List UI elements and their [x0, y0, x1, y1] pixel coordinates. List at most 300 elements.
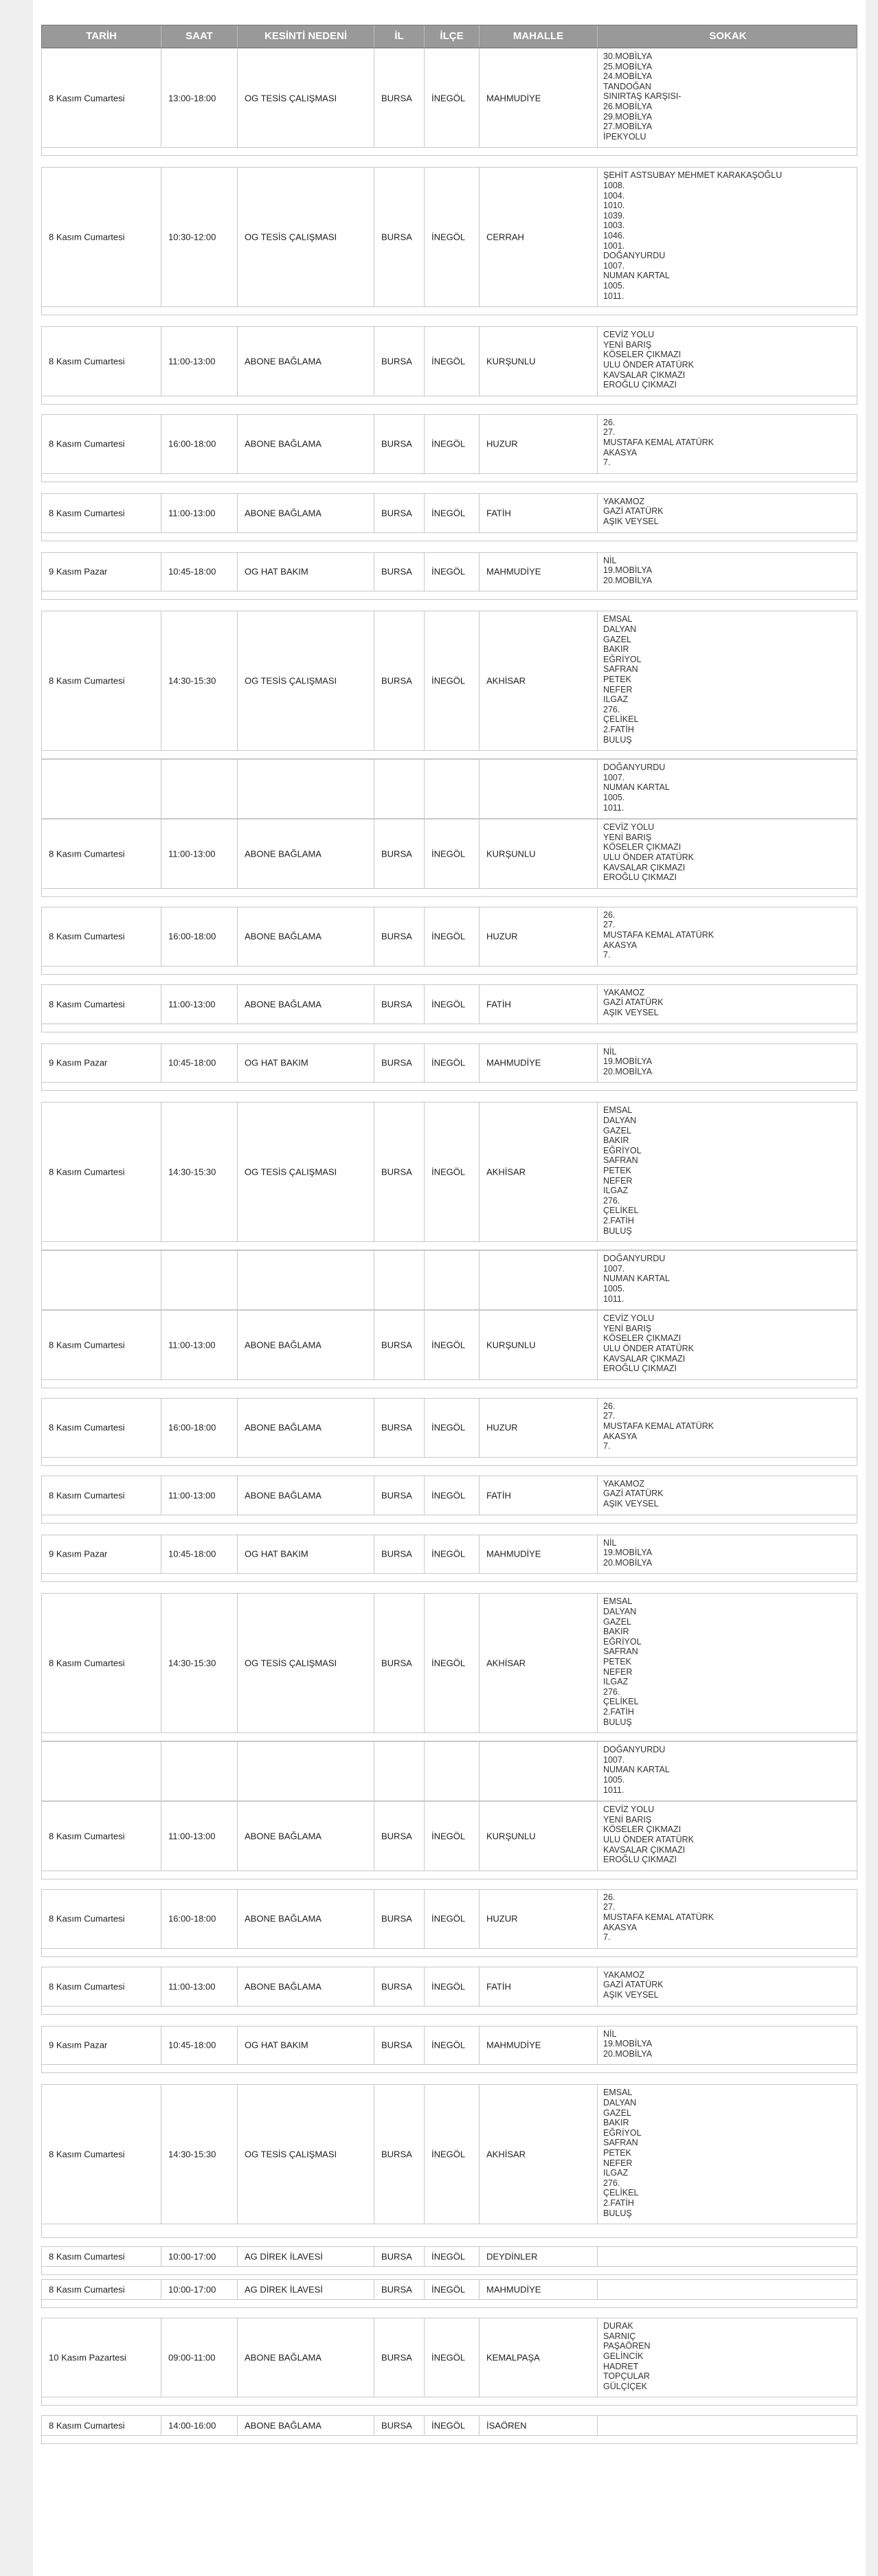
street-name: 19.MOBİLYA: [603, 1057, 653, 1067]
street-name: PETEK: [603, 674, 631, 684]
sokak-cell: [598, 1742, 858, 1800]
date-cell: [42, 820, 161, 888]
il-cell: [374, 327, 425, 396]
reason-cell: [238, 168, 374, 306]
street-name: NEFER: [603, 2158, 633, 2168]
time-cell-text: 14:00-16:00: [168, 2420, 216, 2431]
time-cell-text: 11:00-13:00: [168, 1340, 216, 1351]
street-name: PETEK: [603, 1656, 631, 1667]
street-name: YENİ BARIŞ: [603, 1323, 652, 1333]
time-cell-text: 10:00-17:00: [168, 2284, 216, 2295]
street-name: NUMAN KARTAL: [603, 1274, 670, 1284]
reason-cell-text: OG TESİS ÇALIŞMASI: [245, 675, 337, 686]
time-cell-text: 14:30-15:30: [168, 1166, 216, 1177]
street-name: GÜLÇİÇEK: [603, 2381, 647, 2391]
time-cell: [161, 985, 238, 1024]
date-cell-text: 8 Kasım Cumartesi: [49, 931, 125, 942]
date-cell-text: 8 Kasım Cumartesi: [49, 1340, 125, 1351]
date-cell: [42, 1802, 161, 1871]
date-cell: [42, 2085, 161, 2224]
reason-cell: [238, 1044, 374, 1083]
time-cell-text: 10:45-18:00: [168, 566, 216, 577]
street-name: ULU ÖNDER ATATÜRK: [603, 1834, 694, 1844]
time-cell: [161, 760, 238, 818]
time-cell: [161, 1103, 238, 1241]
mahalle-cell: [480, 1535, 598, 1574]
date-cell-text: 8 Kasım Cumartesi: [49, 1166, 125, 1177]
row-separator: [41, 1083, 857, 1091]
mahalle-cell: [480, 168, 598, 306]
street-name: EĞRİYOL: [603, 654, 642, 664]
street-name: 20.MOBİLYA: [603, 1066, 653, 1076]
date-cell: [42, 1044, 161, 1083]
sokak-cell: [598, 2416, 858, 2435]
time-cell: [161, 415, 238, 473]
time-cell: [161, 1890, 238, 1948]
mahalle-cell: [480, 2085, 598, 2224]
reason-cell-text: ABONE BAĞLAMA: [245, 2352, 322, 2363]
reason-cell-text: OG HAT BAKIM: [245, 566, 308, 577]
street-name: SAFRAN: [603, 2138, 638, 2148]
mahalle-cell: [480, 985, 598, 1024]
row-separator: [41, 2397, 857, 2406]
date-cell: [42, 907, 161, 966]
sokak-cell: [598, 494, 858, 532]
street-name: SAFRAN: [603, 1155, 638, 1166]
street-name: 1005.: [603, 792, 625, 802]
il-cell-text: BURSA: [381, 2284, 412, 2295]
reason-cell-text: ABONE BAĞLAMA: [245, 848, 322, 859]
time-cell: [161, 820, 238, 888]
time-cell-text: 10:00-17:00: [168, 2251, 216, 2262]
street-name: NEFER: [603, 684, 633, 694]
mahalle-cell: [480, 1967, 598, 2006]
il-cell: [374, 1967, 425, 2006]
sokak-cell: [598, 760, 858, 818]
street-name: 20.MOBİLYA: [603, 575, 653, 585]
street-name: NİL: [603, 1537, 617, 1548]
time-cell-text: 14:30-15:30: [168, 675, 216, 686]
mahalle-cell: [480, 2318, 598, 2397]
street-name: 1001.: [603, 240, 625, 251]
reason-cell: [238, 1967, 374, 2006]
street-name: 1003.: [603, 221, 625, 231]
time-cell-text: 10:45-18:00: [168, 1548, 216, 1559]
date-cell: [42, 611, 161, 750]
time-cell: [161, 2247, 238, 2266]
date-cell-text: 8 Kasım Cumartesi: [49, 1658, 125, 1669]
street-name: GAZEL: [603, 1616, 631, 1627]
ilce-cell: [425, 1890, 480, 1948]
table-row: [41, 907, 857, 967]
reason-cell: [238, 1399, 374, 1457]
street-name: GAZİ ATATÜRK: [603, 1489, 664, 1499]
sokak-cell: [598, 168, 858, 306]
mahalle-cell-text: MAHMUDİYE: [486, 2284, 541, 2295]
street-name: YENİ BARIŞ: [603, 832, 652, 842]
street-name: EROĞLU ÇIKMAZI: [603, 872, 677, 883]
date-cell-text: 9 Kasım Pazar: [49, 1548, 108, 1559]
reason-cell: [238, 1103, 374, 1241]
table-row: [41, 1535, 857, 1574]
mahalle-cell: [480, 611, 598, 750]
date-cell: [42, 1967, 161, 2006]
ilce-cell: [425, 2416, 480, 2435]
table-row: [41, 984, 857, 1024]
street-name: SAFRAN: [603, 1647, 638, 1657]
reason-cell-text: ABONE BAĞLAMA: [245, 1913, 322, 1924]
ilce-cell-text: İNEGÖL: [431, 566, 466, 577]
il-cell-text: BURSA: [381, 1548, 412, 1559]
ilce-cell-text: İNEGÖL: [431, 1166, 466, 1177]
reason-cell-text: ABONE BAĞLAMA: [245, 508, 322, 519]
il-cell-text: BURSA: [381, 848, 412, 859]
ilce-cell: [425, 1594, 480, 1732]
street-name: NUMAN KARTAL: [603, 1765, 670, 1775]
street-name: GAZEL: [603, 2108, 631, 2118]
street-name: KAVSALAR ÇIKMAZI: [603, 862, 686, 872]
il-cell: [374, 760, 425, 818]
street-name: DOĞANYURDU: [603, 251, 666, 261]
date-cell-text: 8 Kasım Cumartesi: [49, 1490, 125, 1501]
ilce-cell-text: İNEGÖL: [431, 2284, 466, 2295]
street-name: 2.FATİH: [603, 1706, 634, 1717]
street-name: ÇELİKEL: [603, 1206, 639, 1216]
row-separator: [41, 396, 857, 405]
row-separator: [41, 2224, 857, 2238]
time-cell-text: 11:00-13:00: [168, 1490, 216, 1501]
time-cell: [161, 1251, 238, 1309]
date-cell: [42, 1594, 161, 1732]
mahalle-cell-text: MAHMUDİYE: [486, 2040, 541, 2050]
street-name: EROĞLU ÇIKMAZI: [603, 1855, 677, 1865]
sokak-cell: [598, 1399, 858, 1457]
reason-cell-text: OG TESİS ÇALIŞMASI: [245, 1658, 337, 1669]
street-name: 1008.: [603, 180, 625, 190]
street-name: ILGAZ: [603, 2168, 629, 2178]
il-cell: [374, 1594, 425, 1732]
date-cell: [42, 1535, 161, 1574]
time-cell: [161, 2318, 238, 2397]
date-cell: [42, 1311, 161, 1379]
il-cell-text: BURSA: [381, 675, 412, 686]
il-cell-text: BURSA: [381, 566, 412, 577]
ilce-cell: [425, 2026, 480, 2065]
mahalle-cell-text: FATİH: [486, 1490, 511, 1501]
reason-cell: [238, 2280, 374, 2299]
table-row: [41, 1593, 857, 1733]
date-cell: [42, 1890, 161, 1948]
header-tarih: TARİH: [42, 25, 161, 47]
street-name: EMSAL: [603, 614, 633, 624]
mahalle-cell: [480, 1044, 598, 1083]
date-cell-text: 8 Kasım Cumartesi: [49, 231, 125, 242]
street-name: 7.: [603, 457, 611, 468]
table-row: [41, 1741, 857, 1801]
reason-cell-text: OG HAT BAKIM: [245, 1057, 308, 1068]
date-cell-text: 8 Kasım Cumartesi: [49, 2251, 125, 2262]
mahalle-cell-text: AKHİSAR: [486, 1658, 526, 1669]
mahalle-cell-text: MAHMUDİYE: [486, 1057, 541, 1068]
table-row: [41, 2318, 857, 2397]
il-cell-text: BURSA: [381, 356, 412, 367]
street-name: ULU ÖNDER ATATÜRK: [603, 359, 694, 370]
il-cell: [374, 820, 425, 888]
ilce-cell-text: İNEGÖL: [431, 1548, 466, 1559]
ilce-cell: [425, 494, 480, 532]
street-name: MUSTAFA KEMAL ATATÜRK: [603, 929, 714, 940]
sokak-cell: [598, 1535, 858, 1574]
time-cell: [161, 2416, 238, 2435]
mahalle-cell: [480, 1594, 598, 1732]
street-name: 1011.: [603, 1293, 624, 1304]
ilce-cell-text: İNEGÖL: [431, 2040, 466, 2050]
street-name: SINIRTAŞ KARŞISI-: [603, 91, 682, 102]
street-name: AŞIK VEYSEL: [603, 516, 659, 526]
street-name: TANDOĞAN: [603, 81, 651, 91]
row-separator: [41, 1574, 857, 1582]
table-row: [41, 1043, 857, 1083]
time-cell: [161, 2280, 238, 2299]
street-name: CEVİZ YOLU: [603, 1805, 655, 1815]
street-name: AKASYA: [603, 447, 638, 457]
reason-cell-text: ABONE BAĞLAMA: [245, 1981, 322, 1992]
row-separator: [41, 2267, 857, 2275]
mahalle-cell: [480, 820, 598, 888]
street-name: 26.: [603, 417, 616, 427]
il-cell-text: BURSA: [381, 2149, 412, 2160]
sokak-cell: [598, 2247, 858, 2266]
reason-cell: [238, 1311, 374, 1379]
mahalle-cell-text: KURŞUNLU: [486, 1831, 536, 1842]
il-cell: [374, 1535, 425, 1574]
street-name: NİL: [603, 2029, 617, 2039]
street-name: AŞIK VEYSEL: [603, 1989, 659, 2000]
street-name: 1005.: [603, 1774, 625, 1785]
street-name: DURAK: [603, 2321, 633, 2331]
reason-cell-text: AG DİREK İLAVESİ: [245, 2284, 323, 2295]
time-cell: [161, 327, 238, 396]
time-cell-text: 11:00-13:00: [168, 508, 216, 519]
reason-cell: [238, 611, 374, 750]
il-cell: [374, 2085, 425, 2224]
street-name: BAKIR: [603, 1136, 629, 1146]
date-cell-text: 8 Kasım Cumartesi: [49, 2149, 125, 2160]
reason-cell: [238, 494, 374, 532]
street-name: 1007.: [603, 1754, 625, 1765]
ilce-cell: [425, 1399, 480, 1457]
il-cell: [374, 2318, 425, 2397]
ilce-cell: [425, 2280, 480, 2299]
street-name: NUMAN KARTAL: [603, 271, 670, 281]
street-name: PETEK: [603, 1165, 631, 1175]
mahalle-cell: [480, 1890, 598, 1948]
il-cell: [374, 1476, 425, 1515]
street-name: 1010.: [603, 201, 625, 211]
mahalle-cell-text: AKHİSAR: [486, 675, 526, 686]
ilce-cell-text: İNEGÖL: [431, 1981, 466, 1992]
reason-cell: [238, 985, 374, 1024]
street-name: 1011.: [603, 802, 624, 813]
street-name: YAKAMOZ: [603, 496, 645, 506]
time-cell: [161, 168, 238, 306]
street-name: DOĞANYURDU: [603, 1745, 666, 1755]
sokak-cell: [598, 2280, 858, 2299]
ilce-cell: [425, 2318, 480, 2397]
street-name: SARNIÇ: [603, 2331, 636, 2341]
ilce-cell: [425, 820, 480, 888]
table-row: [41, 1889, 857, 1949]
sokak-cell: [598, 327, 858, 396]
ilce-cell: [425, 1251, 480, 1309]
sokak-cell: [598, 2085, 858, 2224]
il-cell: [374, 415, 425, 473]
date-cell-text: 8 Kasım Cumartesi: [49, 438, 125, 449]
mahalle-cell: [480, 49, 598, 147]
street-name: AKASYA: [603, 940, 638, 950]
street-name: DOĞANYURDU: [603, 762, 666, 773]
street-name: CEVİZ YOLU: [603, 330, 655, 340]
ilce-cell-text: İNEGÖL: [431, 438, 466, 449]
date-cell-text: 8 Kasım Cumartesi: [49, 356, 125, 367]
table-row: [41, 167, 857, 307]
sokak-cell: [598, 1251, 858, 1309]
row-separator: [41, 1871, 857, 1879]
sokak-cell: [598, 2026, 858, 2065]
reason-cell: [238, 415, 374, 473]
street-name: 1007.: [603, 1263, 625, 1274]
date-cell-text: 8 Kasım Cumartesi: [49, 2284, 125, 2295]
il-cell: [374, 985, 425, 1024]
table-row: [41, 2279, 857, 2300]
street-name: KÖSELER ÇIKMAZI: [603, 1333, 682, 1344]
time-cell-text: 13:00-18:00: [168, 93, 216, 104]
street-name: ILGAZ: [603, 694, 629, 705]
time-cell: [161, 1044, 238, 1083]
date-cell: [42, 985, 161, 1024]
il-cell-text: BURSA: [381, 1981, 412, 1992]
sokak-cell: [598, 1044, 858, 1083]
street-name: 2.FATİH: [603, 2197, 634, 2208]
street-name: ULU ÖNDER ATATÜRK: [603, 1343, 694, 1353]
street-name: KAVSALAR ÇIKMAZI: [603, 1353, 686, 1364]
time-cell: [161, 494, 238, 532]
time-cell-text: 11:00-13:00: [168, 356, 216, 367]
street-name: ÇELİKEL: [603, 2188, 639, 2198]
ilce-cell-text: İNEGÖL: [431, 1340, 466, 1351]
row-separator: [41, 889, 857, 897]
sokak-cell: [598, 820, 858, 888]
street-name: CEVİZ YOLU: [603, 1313, 655, 1324]
time-cell-text: 11:00-13:00: [168, 1831, 216, 1842]
table-row: [41, 611, 857, 751]
sokak-cell: [598, 1594, 858, 1732]
date-cell-text: 8 Kasım Cumartesi: [49, 508, 125, 519]
time-cell-text: 11:00-13:00: [168, 1981, 216, 1992]
reason-cell: [238, 1251, 374, 1309]
header-mahalle: MAHALLE: [480, 25, 598, 47]
table-row: [41, 2084, 857, 2224]
sokak-cell: [598, 1103, 858, 1241]
table-header: [41, 25, 857, 48]
reason-cell-text: AG DİREK İLAVESİ: [245, 2251, 323, 2262]
street-name: NİL: [603, 1046, 617, 1057]
row-separator: [41, 591, 857, 600]
ilce-cell: [425, 553, 480, 591]
reason-cell: [238, 820, 374, 888]
time-cell-text: 14:30-15:30: [168, 1658, 216, 1669]
street-name: 27.: [603, 427, 616, 438]
table-row: [41, 493, 857, 533]
mahalle-cell: [480, 907, 598, 966]
street-name: MUSTAFA KEMAL ATATÜRK: [603, 1912, 714, 1922]
street-name: CEVİZ YOLU: [603, 822, 655, 833]
street-name: GAZİ ATATÜRK: [603, 506, 664, 517]
row-separator: [41, 2007, 857, 2015]
mahalle-cell-text: İSAÖREN: [486, 2420, 527, 2431]
table-row: [41, 1398, 857, 1458]
sokak-cell: [598, 49, 858, 147]
il-cell: [374, 1251, 425, 1309]
time-cell-text: 11:00-13:00: [168, 848, 216, 859]
date-cell: [42, 168, 161, 306]
table-row: [41, 326, 857, 396]
street-name: NEFER: [603, 1667, 633, 1677]
street-name: 27.: [603, 1902, 616, 1912]
mahalle-cell-text: HUZUR: [486, 438, 518, 449]
reason-cell: [238, 1802, 374, 1871]
date-cell: [42, 2247, 161, 2266]
row-separator: [41, 1733, 857, 1741]
street-name: 2.FATİH: [603, 1215, 634, 1225]
time-cell: [161, 1535, 238, 1574]
street-name: KAVSALAR ÇIKMAZI: [603, 370, 686, 380]
street-name: 1007.: [603, 772, 625, 782]
row-separator: [41, 751, 857, 759]
ilce-cell: [425, 49, 480, 147]
il-cell-text: BURSA: [381, 2251, 412, 2262]
time-cell-text: 16:00-18:00: [168, 1422, 216, 1433]
street-name: 26.: [603, 1892, 616, 1902]
street-name: 7.: [603, 1441, 611, 1451]
il-cell-text: BURSA: [381, 931, 412, 942]
street-name: 19.MOBİLYA: [603, 2039, 653, 2049]
sokak-cell: [598, 1802, 858, 1871]
street-name: EMSAL: [603, 2088, 633, 2098]
ilce-cell: [425, 1535, 480, 1574]
street-name: MUSTAFA KEMAL ATATÜRK: [603, 437, 714, 447]
reason-cell-text: OG HAT BAKIM: [245, 2040, 308, 2050]
time-cell: [161, 2026, 238, 2065]
ilce-cell-text: İNEGÖL: [431, 1422, 466, 1433]
date-cell: [42, 1399, 161, 1457]
ilce-cell-text: İNEGÖL: [431, 356, 466, 367]
street-name: 27.MOBİLYA: [603, 122, 653, 132]
street-name: BULUŞ: [603, 1225, 632, 1236]
reason-cell: [238, 327, 374, 396]
ilce-cell: [425, 1476, 480, 1515]
street-name: 1004.: [603, 190, 625, 201]
reason-cell: [238, 2026, 374, 2065]
street-name: GAZİ ATATÜRK: [603, 997, 664, 1008]
mahalle-cell-text: FATİH: [486, 508, 511, 519]
row-separator: [41, 148, 857, 156]
street-name: İPEKYOLU: [603, 131, 646, 142]
sokak-cell: [598, 1890, 858, 1948]
street-name: NEFER: [603, 1175, 633, 1186]
il-cell-text: BURSA: [381, 508, 412, 519]
street-name: BAKIR: [603, 1627, 629, 1637]
